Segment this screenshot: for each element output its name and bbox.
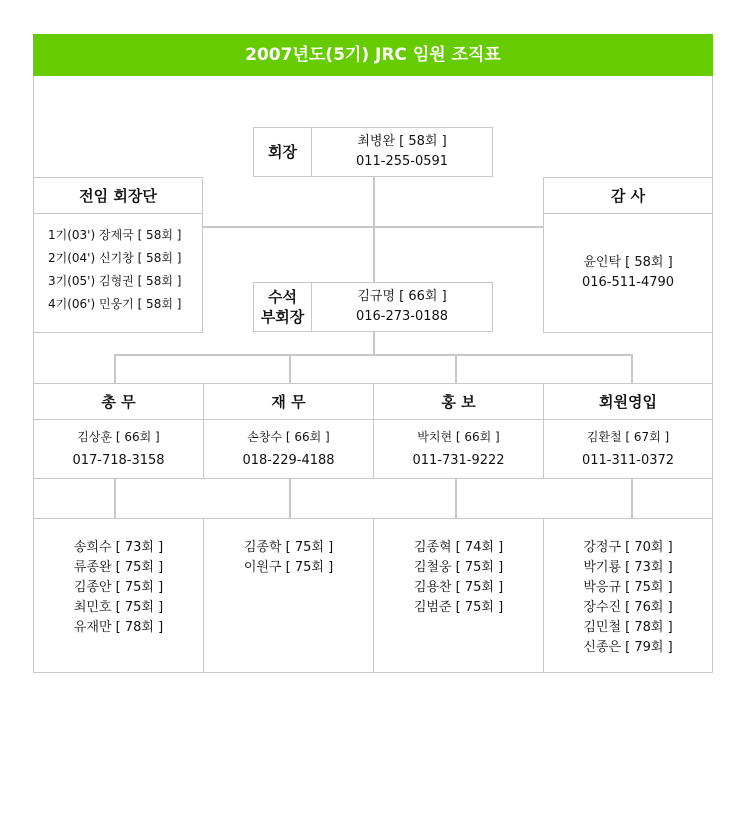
president-phone: 011-255-0591 xyxy=(355,154,449,169)
member-item: 김종혁 [ 74회 ] xyxy=(413,540,504,555)
dept-leader-phone: 018-229-4188 xyxy=(242,453,335,468)
member-item: 송희수 [ 73회 ] xyxy=(73,540,164,555)
connector-departments-bus xyxy=(114,354,633,356)
former-president-2: 2기(04') 신기창 [ 58회 ] xyxy=(48,251,182,265)
member-item: 이원구 [ 75회 ] xyxy=(243,560,334,575)
connector-vice-down xyxy=(373,332,375,355)
auditor-header: 감 사 xyxy=(543,177,713,214)
member-item: 김철웅 [ 75회 ] xyxy=(413,560,504,575)
chart-title: 2007년도(5기) JRC 임원 조직표 xyxy=(33,34,713,76)
vice-president-label-line2: 부회장 xyxy=(260,308,305,326)
dept-header-pr: 홍 보 xyxy=(373,383,544,420)
dept-leader-name: 김환철 [ 67회 ] xyxy=(586,430,670,444)
member-item: 장수진 [ 76회 ] xyxy=(583,600,673,615)
dept-leader-phone: 011-731-9222 xyxy=(412,453,505,468)
president-name: 최병완 [ 58회 ] xyxy=(357,134,447,149)
connector-horizontal-top xyxy=(203,226,543,228)
auditor-info xyxy=(543,213,713,333)
member-item: 류종완 [ 75회 ] xyxy=(73,560,164,575)
member-item: 박응규 [ 75회 ] xyxy=(583,580,673,595)
president-label: 회장 xyxy=(253,127,312,177)
dept-leader-phone: 011-311-0372 xyxy=(581,453,675,468)
dept-header-recruitment: 회원영입 xyxy=(543,383,713,420)
connector-sub-4 xyxy=(631,478,633,519)
vice-president-info xyxy=(311,282,493,332)
member-item: 김종안 [ 75회 ] xyxy=(73,580,164,595)
president-info xyxy=(311,127,493,177)
connector-sub-3 xyxy=(455,478,457,519)
connector-drop-4 xyxy=(631,354,633,384)
dept-header-general-affairs: 총 무 xyxy=(33,383,204,420)
former-president-4: 4기(06') 민웅기 [ 58회 ] xyxy=(48,297,182,311)
dept-leader-pr xyxy=(373,419,544,479)
auditor-phone: 016-511-4790 xyxy=(581,275,675,290)
former-presidents-header: 전임 회장단 xyxy=(33,177,203,214)
dept-leader-finance xyxy=(203,419,374,479)
vice-president-name: 김규명 [ 66회 ] xyxy=(357,289,447,304)
member-item: 김종학 [ 75회 ] xyxy=(243,540,334,555)
connector-drop-1 xyxy=(114,354,116,384)
dept-header-finance: 재 무 xyxy=(203,383,374,420)
dept-leader-recruitment xyxy=(543,419,713,479)
member-item: 김용찬 [ 75회 ] xyxy=(413,580,504,595)
connector-drop-3 xyxy=(455,354,457,384)
former-president-3: 3기(05') 김형권 [ 58회 ] xyxy=(48,274,182,288)
dept-leader-name: 김상훈 [ 66회 ] xyxy=(77,430,160,444)
dept-members-recruitment xyxy=(543,518,713,673)
dept-leader-general-affairs xyxy=(33,419,204,479)
connector-drop-2 xyxy=(289,354,291,384)
dept-members-finance xyxy=(203,518,374,673)
member-item: 박기룡 [ 73회 ] xyxy=(583,560,673,575)
former-presidents-list xyxy=(33,213,203,333)
member-item: 강정구 [ 70회 ] xyxy=(583,540,673,555)
dept-leader-name: 박치현 [ 66회 ] xyxy=(417,430,500,444)
dept-members-pr xyxy=(373,518,544,673)
connector-sub-1 xyxy=(114,478,116,519)
auditor-name: 윤인탁 [ 58회 ] xyxy=(583,255,673,270)
former-president-1: 1기(03') 장제국 [ 58회 ] xyxy=(48,228,182,242)
connector-sub-2 xyxy=(289,478,291,519)
member-item: 김민철 [ 78회 ] xyxy=(583,620,673,635)
dept-members-general-affairs xyxy=(33,518,204,673)
member-item: 김범준 [ 75회 ] xyxy=(413,600,504,615)
dept-leader-name: 손창수 [ 66회 ] xyxy=(247,430,330,444)
member-item: 최민호 [ 75회 ] xyxy=(73,600,164,615)
vice-president-label xyxy=(253,282,312,332)
member-item: 유재만 [ 78회 ] xyxy=(73,620,164,635)
connector-president-vice xyxy=(373,177,375,282)
vice-president-phone: 016-273-0188 xyxy=(355,309,449,324)
vice-president-label-line1: 수석 xyxy=(268,288,297,306)
dept-leader-phone: 017-718-3158 xyxy=(72,453,165,468)
spacer-row xyxy=(33,478,713,519)
member-item: 신종은 [ 79회 ] xyxy=(583,640,673,655)
